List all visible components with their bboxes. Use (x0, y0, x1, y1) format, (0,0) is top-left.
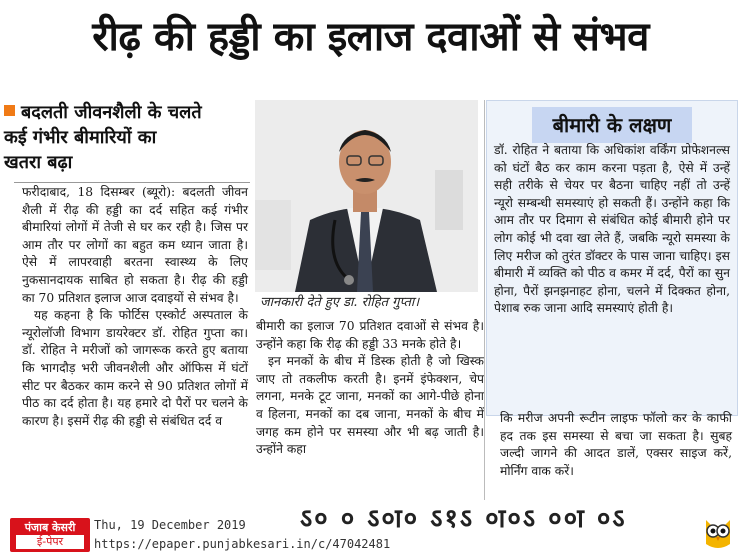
article-paragraph: इन मनकों के बीच में डिस्क होती है जो खिस्क जाए तो तकलीफ करती है। इनमें इंफेक्शन, चेप लगना, मनके टूट जाना, मनकों का आगे-पीछे होना व हिलना, मनकों का दब जाना, मनकों के बीच में जगह कम होने पर समस्या और भी बढ़ जाती है। उन्होंने कहा (256, 354, 484, 457)
column-divider (484, 100, 485, 500)
symptoms-title: बीमारी के लक्षण (532, 107, 692, 143)
doctor-portrait-image (255, 100, 478, 292)
edition-date: Thu, 19 December 2019 (94, 518, 246, 532)
epaper-url[interactable]: https://epaper.punjabkesari.in/c/47042481 (94, 537, 391, 551)
next-headline-bleed: ऽ० ० ऽ०ा० ऽ१ऽ ०ा०ऽ ००ा ०ऽ (300, 504, 627, 534)
subheadline (4, 100, 240, 175)
article-paragraph: यह कहना है कि फोर्टिस एस्कोर्ट अस्पताल के न्यूरोलॉजी विभाग डायरेक्टर डॉ. रोहित गुप्ता का। डॉ. रोहित ने मरीजों को जागरूक करते हुए बताया कि भागदौड़ भरी जीवनशैली और ऑफिस में घंटों सीट पर बैठकर काम करने से 90 प्रतिशत लोगों में पीठ का दर्द होता है। यह हमारे दो पैरों पर चलने के कारण है। इसमें रीढ़ की हड्डी से संबंधित दर्द व (22, 308, 248, 428)
photo-caption: जानकारी देते हुए डा. रोहित गुप्ता। (260, 295, 420, 310)
symptoms-paragraph: डॉ. रोहित ने बताया कि अधिकांश वर्किंग प्रोफेशनल्स को घंटों बैठ कर काम करना पड़ता है, ऐसे में उन्हें सही तरीके से चेयर पर बैठना चाहिए नहीं तो उन्हें न्यूरो सम्बन्धी समस्याएं हो सकती हैं। उन्होंने कहा कि आम तौर पर दिमाग से संबंधित कोई बीमारी होने पर लोग कोई भी दवा खा लेते हैं, जबकि न्यूरो समस्या के लिए मरीज को तुरंत डॉक्टर के पास जाना चाहिए। इस बीमारी में व्यक्ति को पीठ व कमर में दर्द, पैरों का सुन होना, पैरों झनझनाहट होना, चलने में दिक्कत होना, पेशाब रुक जाना आदि समस्याएं होती है। (494, 143, 730, 316)
article-paragraph: कि मरीज अपनी रूटीन लाइफ फॉलो कर के काफी हद तक इस समस्या से बचा जा सकता है। सुबह जल्दी जागने की आदत डालें, एक्सर साइज करें, मोर्निंग वाक करें। (500, 411, 732, 478)
symptoms-text-column (494, 142, 730, 318)
subhead-divider (14, 182, 250, 183)
article-column-4 (500, 410, 732, 480)
punjab-kesari-logo[interactable] (10, 518, 90, 552)
article-paragraph: फरीदाबाद, 18 दिसम्बर (ब्यूरो): बदलती जीवन शैली में रीढ़ की हड्डी का दर्द सहित कई गंभीर बीमारियां लोगों में तेजी से घर कर रही है। जिस पर आम तौर पर लोगों का बहुत कम ध्यान जाता है। ऐसे में लापरवाही बरतना स्वास्थ्य के लिए नुकसानदायक साबित हो सकता है। रीढ़ की हड्डी का 70 प्रतिशत इलाज आज दवाइयों से संभव है। (22, 185, 248, 305)
owl-icon (702, 514, 734, 550)
epaper-footer (0, 500, 741, 556)
logo-title: पंजाब केसरी (24, 521, 76, 534)
subhead-line-3: खतरा बढ़ा (4, 152, 73, 173)
doctor-photo (255, 100, 478, 292)
logo-subtitle: ई-पेपर (16, 535, 84, 549)
article-paragraph: बीमारी का इलाज 70 प्रतिशत दवाओं से संभव है। उन्होंने कहा कि रीढ़ की हड्डी 33 मनके होते है। (256, 319, 484, 351)
article-column-2 (256, 318, 484, 459)
footer-meta (94, 516, 390, 554)
bullet-icon (4, 105, 15, 116)
subhead-line-1: बदलती जीवनशैली के चलते (21, 102, 202, 123)
subhead-line-2: कई गंभीर बीमारियों का (4, 127, 157, 148)
headline: रीढ़ की हड्डी का इलाज दवाओं से संभव (92, 14, 649, 60)
article-column-1 (22, 184, 248, 430)
